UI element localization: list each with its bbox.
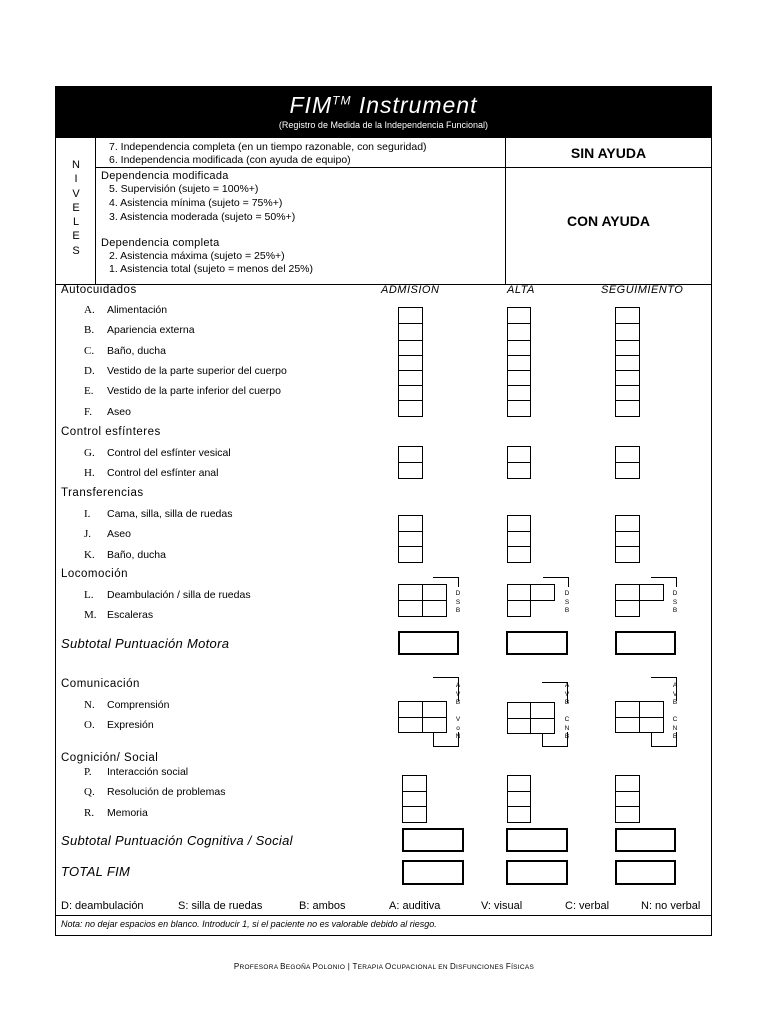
- score-box-alta-b[interactable]: [507, 323, 531, 341]
- legend-v: V: visual: [481, 900, 523, 912]
- item-letter: Q.: [84, 786, 95, 798]
- column-seguimiento: SEGUIMIENTO: [601, 284, 684, 296]
- niveles-row-divider: [95, 167, 712, 168]
- score-box-admision-j[interactable]: [398, 531, 423, 547]
- nivel-5: 5. Supervisión (sujeto = 100%+): [109, 183, 259, 195]
- total-fim-seguimiento[interactable]: [615, 860, 676, 885]
- score-box-seguimiento-r[interactable]: [615, 806, 640, 823]
- score-box-admision-n[interactable]: [398, 701, 423, 718]
- mode-box-alta-n[interactable]: [530, 702, 555, 719]
- score-box-alta-n[interactable]: [507, 702, 531, 719]
- score-box-seguimiento-p[interactable]: [615, 775, 640, 792]
- legend-c: C: verbal: [565, 900, 610, 912]
- nivel-6: 6. Independencia modificada (con ayuda de equipo): [109, 154, 351, 166]
- mode-box-admision-l[interactable]: [422, 584, 447, 601]
- section-locomocion: Locomoción: [61, 568, 129, 580]
- score-box-alta-p[interactable]: [507, 775, 531, 792]
- score-box-admision-o[interactable]: [398, 717, 423, 733]
- comunicacion-codes-bottom: C N B: [672, 716, 678, 740]
- score-box-admision-p[interactable]: [402, 775, 427, 792]
- section-cognicion: Cognición/ Social: [61, 752, 159, 764]
- locomocion-codes: D S B: [672, 590, 678, 614]
- item-letter: A.: [84, 304, 95, 316]
- item-label: Vestido de la parte superior del cuerpo: [107, 365, 287, 377]
- total-fim-label: TOTAL FIM: [61, 864, 131, 879]
- item-letter: M.: [84, 609, 97, 621]
- subtotal-cognitiva-alta[interactable]: [506, 828, 568, 852]
- subtotal-motora-seguimiento[interactable]: [615, 631, 676, 655]
- score-box-alta-h[interactable]: [507, 462, 531, 479]
- item-letter: B.: [84, 324, 95, 336]
- score-box-admision-c[interactable]: [398, 340, 423, 356]
- con-ayuda-label: CON AYUDA: [567, 213, 650, 229]
- score-box-seguimiento-l[interactable]: [615, 584, 640, 601]
- mode-box-alta-o[interactable]: [530, 718, 555, 734]
- subtotal-cognitiva-admision[interactable]: [402, 828, 464, 852]
- comunicacion-codes-top: A V B: [564, 682, 570, 706]
- score-box-admision-m[interactable]: [398, 600, 423, 617]
- item-label: Memoria: [107, 807, 148, 819]
- item-label: Control del esfínter vesical: [107, 447, 231, 459]
- subtotal-motora-admision[interactable]: [398, 631, 459, 655]
- item-letter: C.: [84, 345, 95, 357]
- legend-a: A: auditiva: [389, 900, 441, 912]
- item-label: Control del esfínter anal: [107, 467, 219, 479]
- dependencia-modificada-title: Dependencia modificada: [101, 170, 229, 182]
- dependencia-completa-title: Dependencia completa: [101, 237, 220, 249]
- score-box-alta-j[interactable]: [507, 531, 531, 547]
- item-label: Comprensión: [107, 699, 170, 711]
- item-label: Baño, ducha: [107, 345, 166, 357]
- item-letter: F.: [84, 406, 92, 418]
- form-header: [55, 86, 712, 138]
- score-box-seguimiento-e2[interactable]: [615, 385, 640, 401]
- score-box-alta-m[interactable]: [507, 600, 531, 617]
- page-footer: PROFESORA BEGOÑA POLONIO | TERAPIA OCUPACIONAL EN DISFUNCIONES FÍSICAS: [233, 962, 535, 971]
- score-box-seguimiento-d[interactable]: [615, 355, 640, 371]
- mode-box-admision-n[interactable]: [422, 701, 447, 718]
- score-box-admision-e[interactable]: [398, 370, 423, 386]
- item-label: Aseo: [107, 528, 131, 540]
- item-letter: K.: [84, 549, 95, 561]
- nivel-7: 7. Independencia completa (en un tiempo razonable, con seguridad): [109, 141, 427, 153]
- mode-box-admision-o[interactable]: [422, 717, 447, 733]
- item-label: Alimentación: [107, 304, 168, 316]
- score-box-seguimiento-m[interactable]: [615, 600, 640, 617]
- locomocion-codes: D S B: [455, 590, 461, 614]
- subtotal-cognitiva-label: Subtotal Puntuación Cognitiva / Social: [61, 833, 293, 848]
- score-box-admision-e2[interactable]: [398, 385, 423, 401]
- sin-ayuda-label: SIN AYUDA: [570, 145, 647, 161]
- comunicacion-codes-bottom: C N B: [564, 716, 570, 740]
- score-box-alta-f[interactable]: [507, 400, 531, 417]
- score-box-alta-o[interactable]: [507, 718, 531, 734]
- section-comunicacion: Comunicación: [61, 678, 140, 690]
- score-box-seguimiento-b[interactable]: [615, 323, 640, 341]
- item-label: Baño, ducha: [107, 549, 166, 561]
- legend-d: D: deambulación: [61, 900, 144, 912]
- score-box-seguimiento-q[interactable]: [615, 791, 640, 807]
- score-box-seguimiento-n[interactable]: [615, 701, 640, 718]
- locomocion-codes: D S B: [564, 590, 570, 614]
- comunicacion-codes-top: A V B: [672, 682, 678, 706]
- column-alta: ALTA: [507, 284, 535, 296]
- score-box-admision-d[interactable]: [398, 355, 423, 371]
- item-letter: R.: [84, 807, 95, 819]
- niveles-divider: [95, 138, 96, 284]
- subtotal-cognitiva-seguimiento[interactable]: [615, 828, 676, 852]
- score-box-seguimiento-o[interactable]: [615, 717, 640, 733]
- legend-s: S: silla de ruedas: [178, 900, 263, 912]
- score-box-admision-l[interactable]: [398, 584, 423, 601]
- item-label: Expresión: [107, 719, 154, 731]
- score-box-seguimiento-i[interactable]: [615, 515, 640, 532]
- score-box-admision-q[interactable]: [402, 791, 427, 807]
- mode-box-seguimiento-n[interactable]: [639, 701, 664, 718]
- item-label: Aseo: [107, 406, 131, 418]
- score-box-admision-g[interactable]: [398, 446, 423, 463]
- score-box-admision-b[interactable]: [398, 323, 423, 341]
- item-letter: E.: [84, 385, 94, 397]
- item-letter: P.: [84, 766, 92, 778]
- score-box-admision-a[interactable]: [398, 307, 423, 324]
- item-label: Interacción social: [107, 766, 189, 778]
- item-letter: L.: [84, 589, 94, 601]
- mode-box-seguimiento-o[interactable]: [639, 717, 664, 733]
- nivel-1: 1. Asistencia total (sujeto = menos del 25%): [109, 263, 313, 275]
- mode-box-admision-m[interactable]: [422, 600, 447, 617]
- score-box-seguimiento-h[interactable]: [615, 462, 640, 479]
- item-letter: D.: [84, 365, 95, 377]
- form-subtitle: (Registro de Medida de la Independencia Funcional): [278, 120, 489, 130]
- total-fim-alta[interactable]: [506, 860, 568, 885]
- item-letter: G.: [84, 447, 95, 459]
- item-label: Escaleras: [107, 609, 154, 621]
- score-box-alta-l[interactable]: [507, 584, 531, 601]
- score-box-seguimiento-a[interactable]: [615, 307, 640, 324]
- score-box-seguimiento-c[interactable]: [615, 340, 640, 356]
- nota-text: Nota: no dejar espacios en blanco. Introducir 1, si el paciente no es valorable debido al riesgo.: [61, 919, 437, 929]
- nota-divider: [55, 915, 712, 916]
- score-box-alta-a[interactable]: [507, 307, 531, 324]
- mode-box-alta-l[interactable]: [530, 584, 555, 601]
- section-control: Control esfínteres: [61, 426, 161, 438]
- section-transferencias: Transferencias: [61, 487, 144, 499]
- score-box-alta-r[interactable]: [507, 806, 531, 823]
- item-letter: J.: [84, 528, 92, 540]
- section-autocuidados: Autocuidados: [61, 284, 137, 296]
- item-label: Resolución de problemas: [107, 786, 226, 798]
- item-label: Apariencia externa: [107, 324, 195, 336]
- mode-box-seguimiento-l[interactable]: [639, 584, 664, 601]
- score-box-admision-h[interactable]: [398, 462, 423, 479]
- nivel-2: 2. Asistencia máxima (sujeto = 25%+): [109, 250, 285, 262]
- score-box-admision-r[interactable]: [402, 806, 427, 823]
- total-fim-admision[interactable]: [402, 860, 464, 885]
- score-box-seguimiento-g[interactable]: [615, 446, 640, 463]
- score-box-alta-e2[interactable]: [507, 385, 531, 401]
- score-box-admision-i[interactable]: [398, 515, 423, 532]
- item-label: Cama, silla, silla de ruedas: [107, 508, 233, 520]
- score-box-alta-q[interactable]: [507, 791, 531, 807]
- form-title: FIM™ Instrument: [289, 92, 478, 118]
- score-box-alta-i[interactable]: [507, 515, 531, 532]
- nivel-4: 4. Asistencia mínima (sujeto = 75%+): [109, 197, 283, 209]
- item-label: Vestido de la parte inferior del cuerpo: [107, 385, 281, 397]
- score-box-alta-e[interactable]: [507, 370, 531, 386]
- score-box-alta-d[interactable]: [507, 355, 531, 371]
- nivel-3: 3. Asistencia moderada (sujeto = 50%+): [109, 211, 296, 223]
- item-letter: N.: [84, 699, 95, 711]
- item-letter: I.: [84, 508, 91, 520]
- niveles-vertical-label: N I V E L E S: [72, 159, 80, 257]
- subtotal-motora-alta[interactable]: [506, 631, 568, 655]
- legend-b: B: ambos: [299, 900, 346, 912]
- item-label: Deambulación / silla de ruedas: [107, 589, 251, 601]
- score-box-admision-f[interactable]: [398, 400, 423, 417]
- item-letter: O.: [84, 719, 95, 731]
- comunicacion-codes-bottom: V o N: [455, 716, 461, 740]
- score-box-alta-g[interactable]: [507, 446, 531, 463]
- score-box-alta-k[interactable]: [507, 546, 531, 563]
- score-box-admision-k[interactable]: [398, 546, 423, 563]
- score-box-seguimiento-f[interactable]: [615, 400, 640, 417]
- score-box-seguimiento-e[interactable]: [615, 370, 640, 386]
- score-box-seguimiento-k[interactable]: [615, 546, 640, 563]
- comunicacion-codes-top: A V B: [455, 682, 461, 706]
- score-box-seguimiento-j[interactable]: [615, 531, 640, 547]
- column-admision: ADMISION: [381, 284, 440, 296]
- item-letter: H.: [84, 467, 95, 479]
- subtotal-motora-label: Subtotal Puntuación Motora: [61, 636, 230, 651]
- score-box-alta-c[interactable]: [507, 340, 531, 356]
- legend-n: N: no verbal: [641, 900, 701, 912]
